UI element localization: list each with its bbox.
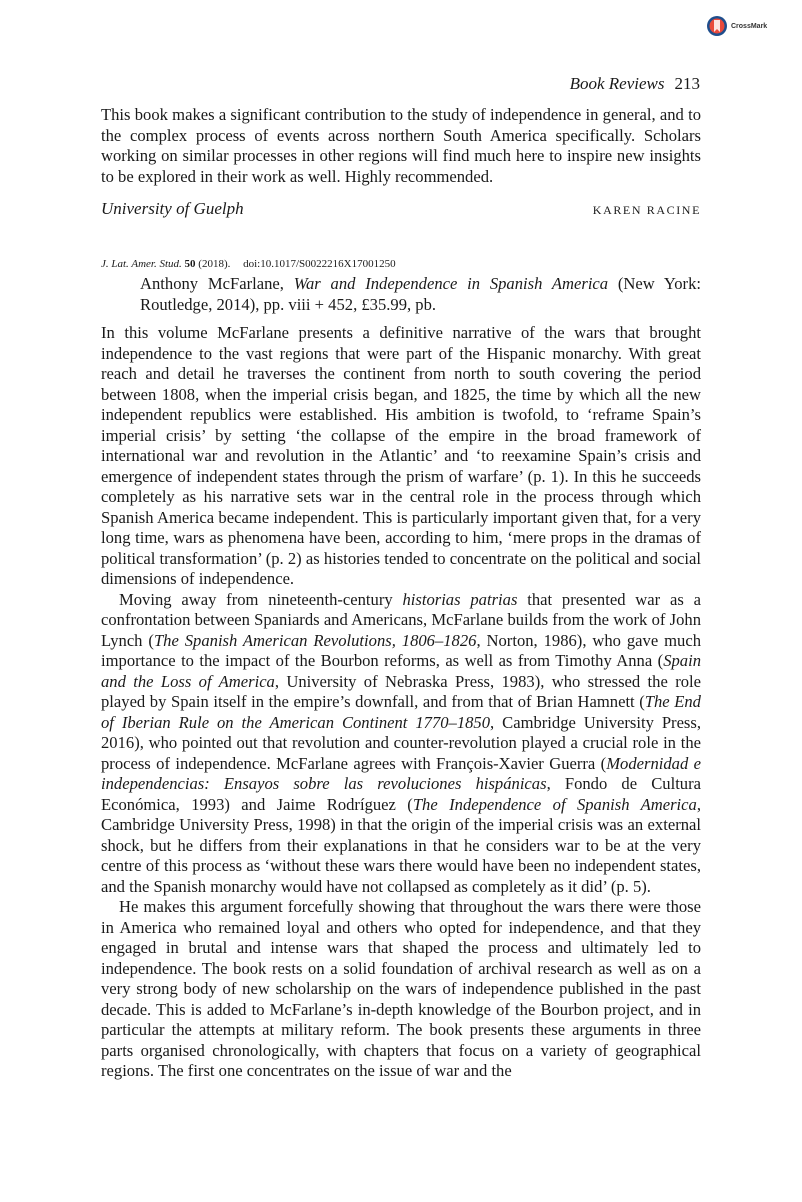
running-head	[570, 74, 700, 94]
guerra-book-title: Modernidad e independencias: Ensayos sobre las revoluciones hispánicas	[101, 753, 701, 793]
review-body	[101, 323, 701, 1082]
p2-text: that presented war as a confrontation between Spaniards and Americans, McFarlane builds from the work of John Lynch (	[101, 589, 701, 650]
book-heading	[140, 274, 701, 315]
review-paragraph-1: In this volume McFarlane presents a definitive narrative of the wars that brought independence to the vast regions that were part of the Hispanic monarchy. With great reach and detail he traverses the continent from north to south covering the period between 1808, when the imperial crisis began, and 1825, the time by which all the new independent republics were established. His ambition is twofold, to ‘reframe Spain’s imperial crisis’ by setting ‘the collapse of the empire in the broad framework of international war and revolution in the Atlantic’ and ‘to reexamine Spain’s crisis and emergence of independent states through the prism of warfare’ (p. 1). In this he succeeds completely as his narrative sets war in the central role in the process through which Spanish America became independent. This is particularly important given that, for a very long time, wars as phenomena have been, according to him, ‘mere props in the dramas of political transformation’ (p. 2) as histories tended to concentrate on the political and social dimensions of independence.	[101, 323, 701, 588]
lynch-book-title: The Spanish American Revolutions, 1806–1826	[153, 630, 477, 650]
hamnett-book-title: The End of Iberian Rule on the American Continent 1770–1850	[101, 692, 701, 732]
review-paragraph-2	[101, 590, 701, 898]
journal-citation	[101, 258, 396, 270]
reviewer-signature	[101, 199, 701, 219]
anna-book-title: Spain and the Loss of America	[101, 651, 701, 691]
book-author: Anthony McFarlane,	[140, 274, 284, 293]
reviewer-affiliation: University of Guelph	[101, 199, 244, 218]
closing-paragraph: This book makes a significant contribution to the study of independence in general, and to the complex process of events across northern South America specifically. Scholars working on similar processes in other regions will find much here to inspire new insights to be explored in their work as well. Highly recommended.	[101, 105, 701, 186]
crossmark-badge[interactable]	[706, 15, 767, 37]
p2-text: , Fondo de Cultura Económica, 1993) and Jaime Rodríguez (	[101, 774, 701, 814]
rodriguez-book-title: The Independence of Spanish America	[412, 794, 697, 814]
crossmark-icon	[706, 15, 728, 37]
p2-text: , Cambridge University Press, 2016), who pointed out that revolution and counter-revolution played a crucial role in the process of independence. McFarlane agrees with François-Xavier Guerra (	[101, 712, 701, 773]
running-title: Book Reviews	[569, 74, 665, 93]
journal-volume: 50	[184, 258, 196, 270]
previous-review-conclusion	[101, 105, 701, 187]
page-number: 213	[674, 74, 700, 93]
book-publication: (New York: Routledge, 2014), pp. viii + 452, £35.99, pb.	[140, 274, 701, 314]
p2-emphasis: historias patrias	[402, 589, 518, 609]
doi-link[interactable]: doi:10.1017/S0022216X17001250	[243, 258, 396, 270]
reviewer-name: KAREN RACINE	[592, 203, 701, 217]
p2-text: Moving away from nineteenth-century	[119, 589, 403, 609]
book-title: War and Independence in Spanish America	[293, 274, 609, 293]
crossmark-label: CrossMark	[731, 22, 768, 30]
p2-text: , University of Nebraska Press, 1983), who stressed the role played by Spain itself in the empire’s downfall, and from that of Brian Hamnett (	[101, 671, 701, 711]
p2-text: , Norton, 1986), who gave much importance to the impact of the Bourbon reforms, as well as from Timothy Anna (	[101, 630, 701, 670]
review-paragraph-3: He makes this argument forcefully showing that throughout the wars there were those in America who remained loyal and others who opted for independence, and that they engaged in brutal and intense wars that shaped the process and ultimately led to independence. The book rests on a solid foundation of archival research as well as on a very strong body of new scholarship on the wars of independence published in the past decade. This is added to McFarlane’s in-depth knowledge of the Bourbon project, and in particular the attempts at military reform. The book presents these arguments in three parts organised chronologically, with chapters that focus on a variety of geographical regions. The first one concentrates on the issue of war and the	[101, 897, 701, 1080]
p2-text: , Cambridge University Press, 1998) in that the origin of the imperial crisis was an external shock, but he differs from their explanations in that he considers war to be at the very centre of this process as ‘without these wars there would have been no independent states, and the Spanish monarchy would have not collapsed as completely as it did’ (p. 5).	[101, 794, 701, 896]
journal-year: (2018).	[198, 258, 231, 270]
journal-name: J. Lat. Amer. Stud.	[101, 258, 182, 270]
